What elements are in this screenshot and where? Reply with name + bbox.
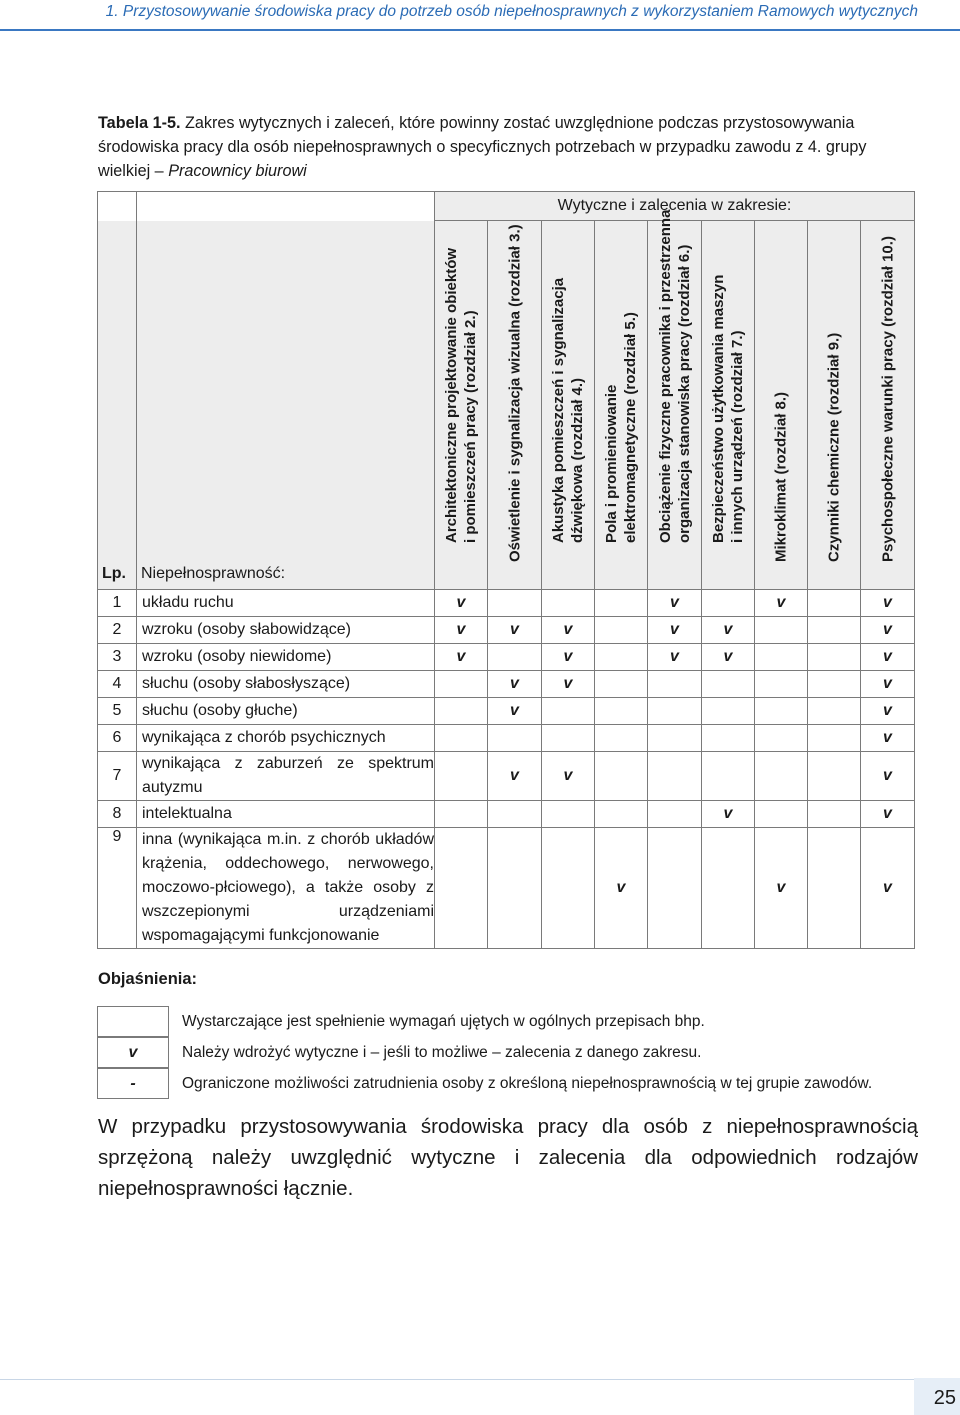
disability-name: wynikająca z zaburzeń ze spektrum autyzmu: [137, 751, 435, 800]
mark-cell: v: [702, 616, 755, 643]
disability-name: wzroku (osoby słabowidzące): [137, 616, 435, 643]
caption-label: Tabela 1-5.: [98, 114, 181, 132]
column-header-line: Mikroklimat (rozdział 8.): [772, 391, 790, 562]
mark-cell: [755, 697, 808, 724]
mark-cell: [435, 751, 488, 800]
mark-cell: v: [542, 751, 595, 800]
mark-cell: [648, 751, 702, 800]
table-row: [98, 724, 915, 751]
mark-cell: v: [861, 751, 915, 800]
disability-name: inna (wynikająca m.in. z chorób układów krążenia, oddechowego, nerwowego, moczowo-płciowego), a także osoby z wszczepionymi urządzeniami wspomagającymi funkcjonowanie: [137, 827, 435, 948]
row-number: 3: [98, 643, 137, 670]
row-number: 7: [98, 751, 137, 800]
footer-rule: [0, 1379, 914, 1380]
mark-cell: [595, 616, 648, 643]
mark-cell: [595, 751, 648, 800]
mark-cell: [595, 697, 648, 724]
caption-italic: Pracownicy biurowi: [168, 162, 307, 180]
column-header-4: [595, 221, 648, 590]
column-header-3: [542, 221, 595, 590]
table-row: [98, 643, 915, 670]
table-row: [98, 751, 915, 800]
mark-cell: [488, 724, 542, 751]
mark-cell: [648, 800, 702, 827]
mark-cell: [702, 751, 755, 800]
running-header: [0, 0, 960, 36]
row-number: 8: [98, 800, 137, 827]
column-header-line: organizacja stanowiska pracy (rozdział 6.): [675, 244, 693, 543]
mark-cell: v: [861, 827, 915, 948]
table-row: [98, 616, 915, 643]
mark-cell: [755, 643, 808, 670]
mark-cell: [808, 800, 861, 827]
column-header-9: [861, 221, 915, 590]
column-header-5: [648, 209, 702, 590]
legend-text: Ograniczone możliwości zatrudnienia osoby z określoną niepełnosprawnością w tej grupie zawodów.: [182, 1075, 873, 1092]
disability-header: Niepełnosprawność:: [137, 221, 435, 590]
column-header-line: dźwiękowa (rozdział 4.): [569, 377, 586, 543]
column-header-line: Akustyka pomieszczeń i sygnalizacja: [550, 277, 567, 543]
mark-cell: [595, 724, 648, 751]
mark-cell: [808, 751, 861, 800]
row-number: 2: [98, 616, 137, 643]
mark-cell: v: [861, 589, 915, 616]
closing-paragraph: W przypadku przystosowywania środowiska pracy dla osób z niepełnosprawnością sprzężoną należy uwzględnić wytyczne i zalecenia dla odpowiednich rodzajów niepełnosprawności łącznie.: [98, 1115, 918, 1200]
column-header-line: Czynniki chemiczne (rozdział 9.): [825, 332, 843, 562]
mark-cell: v: [702, 643, 755, 670]
table-row: [98, 697, 915, 724]
mark-cell: v: [861, 616, 915, 643]
mark-cell: [488, 800, 542, 827]
mark-cell: [648, 724, 702, 751]
mark-cell: v: [648, 616, 702, 643]
mark-cell: v: [435, 589, 488, 616]
mark-cell: [702, 827, 755, 948]
mark-cell: [542, 724, 595, 751]
column-header-6: [702, 221, 755, 590]
mark-cell: [648, 697, 702, 724]
page-number-box: [914, 1378, 960, 1415]
table-row: [98, 670, 915, 697]
disability-name: wzroku (osoby niewidome): [137, 643, 435, 670]
mark-cell: [808, 643, 861, 670]
mark-cell: v: [435, 616, 488, 643]
mark-cell: v: [488, 751, 542, 800]
column-header-2: [488, 221, 542, 590]
mark-cell: v: [755, 589, 808, 616]
mark-cell: [435, 724, 488, 751]
group-header: Wytyczne i zalecenia w zakresie:: [435, 192, 915, 221]
mark-cell: v: [542, 616, 595, 643]
disability-name: słuchu (osoby głuche): [137, 697, 435, 724]
column-header-line: elektromagnetyczne (rozdział 5.): [622, 311, 639, 543]
column-header-line: i pomieszczeń pracy (rozdział 2.): [462, 309, 479, 543]
table-container: [97, 191, 915, 949]
legend-text: Wystarczające jest spełnienie wymagań ujętych w ogólnych przepisach bhp.: [182, 1013, 705, 1030]
mark-cell: [808, 827, 861, 948]
mark-cell: v: [542, 670, 595, 697]
running-header-text: 1. Przystosowywanie środowiska pracy do potrzeb osób niepełnosprawnych z wykorzystaniem Ramowych wytycznych: [105, 3, 918, 20]
disability-name: wynikająca z chorób psychicznych: [137, 724, 435, 751]
mark-cell: [808, 616, 861, 643]
mark-cell: [435, 800, 488, 827]
page-number: 25: [933, 1387, 956, 1409]
column-header-line: Pola i promieniowanie: [603, 384, 620, 543]
mark-cell: [755, 670, 808, 697]
corner-blank-lp: [98, 192, 137, 221]
lp-header: Lp.: [98, 221, 137, 590]
mark-cell: [755, 724, 808, 751]
column-header-line: Psychospołeczne warunki pracy (rozdział 10.): [879, 235, 896, 562]
mark-cell: v: [702, 800, 755, 827]
column-header-line: i innych urządzeń (rozdział 7.): [729, 329, 746, 543]
mark-cell: [755, 800, 808, 827]
legend-title: Objaśnienia:: [98, 970, 198, 988]
mark-cell: [488, 643, 542, 670]
mark-cell: v: [861, 670, 915, 697]
header-rule: [0, 29, 960, 31]
legend-text: Należy wdrożyć wytyczne i – jeśli to możliwe – zalecenia z danego zakresu.: [182, 1044, 702, 1061]
mark-cell: [648, 827, 702, 948]
mark-cell: [808, 697, 861, 724]
row-number: 1: [98, 589, 137, 616]
mark-cell: [542, 697, 595, 724]
mark-cell: [702, 697, 755, 724]
table-row: [98, 827, 915, 948]
column-header-line: Bezpieczeństwo użytkowania maszyn: [710, 274, 727, 543]
mark-cell: [808, 670, 861, 697]
mark-cell: v: [648, 589, 702, 616]
mark-cell: v: [861, 643, 915, 670]
column-header-1: [435, 221, 488, 590]
legend-symbol: -: [97, 1068, 169, 1099]
disability-name: słuchu (osoby słabosłyszące): [137, 670, 435, 697]
mark-cell: [595, 800, 648, 827]
mark-cell: v: [488, 670, 542, 697]
mark-cell: [435, 670, 488, 697]
mark-cell: [648, 670, 702, 697]
mark-cell: [488, 827, 542, 948]
mark-cell: v: [488, 616, 542, 643]
mark-cell: [488, 589, 542, 616]
legend-symbol: [97, 1006, 169, 1037]
mark-cell: v: [595, 827, 648, 948]
row-number: 5: [98, 697, 137, 724]
mark-cell: [595, 589, 648, 616]
mark-cell: v: [542, 643, 595, 670]
mark-cell: v: [648, 643, 702, 670]
column-header-7: [755, 221, 808, 590]
mark-cell: v: [861, 697, 915, 724]
legend-symbol: v: [97, 1037, 169, 1068]
mark-cell: [808, 724, 861, 751]
mark-cell: v: [755, 827, 808, 948]
mark-cell: [755, 751, 808, 800]
table-row: [98, 800, 915, 827]
mark-cell: v: [861, 724, 915, 751]
mark-cell: [542, 827, 595, 948]
column-header-line: Obciążenie fizyczne pracownika i przestrzenna: [656, 209, 674, 543]
row-number: 4: [98, 670, 137, 697]
mark-cell: [755, 616, 808, 643]
column-header-8: [808, 221, 861, 590]
row-number: 6: [98, 724, 137, 751]
mark-cell: v: [435, 643, 488, 670]
column-header-line: Architektoniczne projektowanie obiektów: [443, 247, 460, 543]
mark-cell: v: [488, 697, 542, 724]
mark-cell: [542, 800, 595, 827]
caption-text: Zakres wytycznych i zaleceń, które powinny zostać uwzględnione podczas przystosowywania środowiska pracy dla osób niepełnosprawnych o specyficznych potrzebach w przypadku zawodu z 4. grupy wielkiej –: [98, 114, 867, 180]
guidelines-table: [97, 191, 915, 949]
mark-cell: [435, 697, 488, 724]
mark-cell: [435, 827, 488, 948]
mark-cell: [595, 643, 648, 670]
corner-blank-disability: [137, 192, 435, 221]
table-caption: [98, 111, 918, 183]
disability-name: układu ruchu: [137, 589, 435, 616]
mark-cell: v: [861, 800, 915, 827]
mark-cell: [702, 670, 755, 697]
row-number: 9: [98, 827, 137, 948]
disability-name: intelektualna: [137, 800, 435, 827]
mark-cell: [702, 589, 755, 616]
column-header-line: Oświetlenie i sygnalizacja wizualna (rozdział 3.): [506, 223, 523, 562]
mark-cell: [595, 670, 648, 697]
table-row: [98, 589, 915, 616]
mark-cell: [808, 589, 861, 616]
mark-cell: [542, 589, 595, 616]
mark-cell: [702, 724, 755, 751]
